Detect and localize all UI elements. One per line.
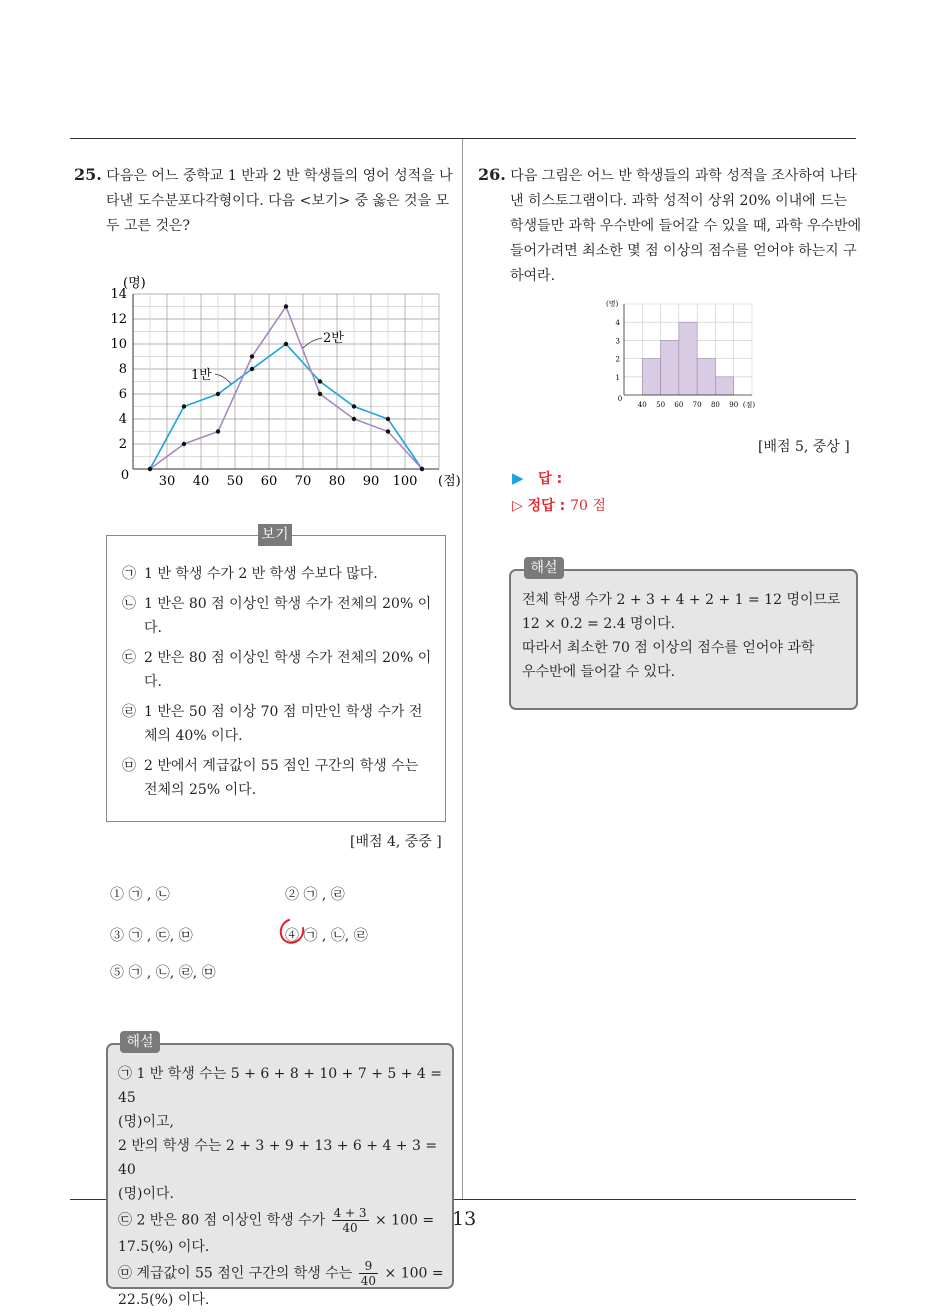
data-point (318, 379, 322, 383)
bogi-text: 2 반에서 계급값이 55 점인 구간의 학생 수는 전체의 25% 이다. (144, 758, 419, 798)
x-tick-label: 60 (260, 474, 278, 489)
x-tick-label: 80 (710, 401, 720, 409)
x-tick-label: 40 (192, 474, 210, 489)
option-2[interactable]: ② ㉠ , ㉣ (285, 887, 345, 903)
bogi-item (122, 700, 434, 748)
bogi-mark: ㉡ (122, 596, 136, 612)
question-number: 25. (74, 165, 102, 184)
question-26 (478, 162, 863, 289)
origin-label: 0 (617, 395, 623, 403)
y-tick-label: 12 (110, 312, 127, 327)
fraction: $\frac{4 + 3}{40}$ (333, 1206, 367, 1235)
bogi-item (122, 754, 434, 802)
x-tick-label: 70 (692, 401, 702, 409)
y-tick-label: 2 (615, 355, 620, 364)
y-tick-label: 3 (615, 337, 620, 346)
x-tick-label: 50 (226, 474, 244, 489)
y-tick-label: 4 (118, 412, 127, 427)
y-tick-label: 4 (615, 319, 620, 328)
y-tick-label: 1 (615, 373, 620, 382)
data-point (386, 417, 390, 421)
top-rule (70, 138, 856, 139)
fraction: $\frac{9}{40}$ (360, 1259, 377, 1288)
correct-answer-line: ▷ 정답 : 70 점 (512, 498, 606, 514)
data-point (318, 392, 322, 396)
data-point (352, 404, 356, 408)
question-text: 다음 그림은 어느 반 학생들의 과학 성적을 조사하여 나타낸 히스토그램이다. 과학 성적이 상위 20% 이내에 드는 학생들만 과학 우수반에 들어갈 수 있을 때, 과학 우수반에 들어가려면 최소한 몇 점 이상의 점수를 얻어야 하는지 구하여라. (510, 168, 862, 284)
x-tick-label: 40 (637, 401, 647, 409)
y-axis-label: (명) (606, 300, 619, 308)
data-point (148, 467, 152, 471)
x-tick-label: 50 (656, 401, 666, 409)
y-axis-label: (명) (123, 276, 146, 291)
score-note: [배점 5, 중상 ] (758, 439, 850, 455)
data-point (352, 417, 356, 421)
option-5[interactable]: ⑤ ㉠ , ㉡, ㉣, ㉤ (110, 965, 216, 981)
y-tick-label: 14 (110, 287, 127, 302)
data-point (284, 304, 288, 308)
outline-triangle-icon: ▷ (512, 498, 523, 514)
bogi-mark: ㉠ (122, 566, 136, 582)
x-tick-label: 90 (729, 401, 739, 409)
histogram-bar (715, 377, 733, 395)
question-number: 26. (478, 165, 506, 184)
question-25 (74, 162, 459, 239)
y-tick-label: 10 (110, 337, 127, 352)
bogi-text: 1 반은 50 점 이상 70 점 미만인 학생 수가 전체의 40% 이다. (144, 704, 423, 744)
explanation-title: 해설 (120, 1031, 160, 1053)
play-triangle-icon: ▶ (512, 469, 524, 487)
data-point (216, 429, 220, 433)
option-3[interactable]: ③ ㉠ , ㉢, ㉤ (110, 928, 193, 944)
bogi-title: 보기 (258, 524, 292, 546)
x-tick-label: 100 (392, 474, 418, 489)
histogram-bar (697, 359, 715, 395)
x-tick-label: 60 (674, 401, 684, 409)
explanation-text-26: 전체 학생 수가 2 + 3 + 4 + 2 + 1 = 12 명이므로 12 × 0.2 = 2.4 명이다. 따라서 최소한 70 점 이상의 점수를 얻어야 과학 우수반에 들어갈 수 있다. (522, 592, 841, 680)
option-1[interactable]: ① ㉠ , ㉡ (110, 887, 170, 903)
answer-line: ▶ 답 : (512, 469, 563, 487)
series-label-1: 1반 (191, 368, 212, 383)
data-point (250, 367, 254, 371)
y-tick-label: 8 (118, 362, 127, 377)
bogi-mark: ㉤ (122, 758, 136, 774)
bogi-item (122, 646, 434, 694)
leader-line (215, 374, 231, 384)
series-label-2: 2반 (323, 331, 344, 346)
x-tick-label: 70 (294, 474, 312, 489)
data-point (216, 392, 220, 396)
x-tick-label: 80 (328, 474, 346, 489)
origin-label: 0 (120, 468, 130, 483)
y-tick-label: 2 (118, 437, 127, 452)
frequency-polygon-chart (105, 270, 465, 495)
score-note: [배점 4, 중중 ] (350, 834, 442, 850)
option-4[interactable]: ④ ㉠ , ㉡, ㉣ (285, 928, 368, 944)
bogi-text: 2 반은 80 점 이상인 학생 수가 전체의 20% 이다. (144, 650, 432, 690)
x-tick-label: 30 (158, 474, 176, 489)
histogram-bar (661, 340, 679, 395)
bogi-item (122, 592, 434, 640)
y-tick-label: 6 (118, 387, 127, 402)
x-axis-label: (점) (438, 474, 461, 489)
x-axis-label: (점) (742, 401, 756, 409)
bogi-text: 1 반은 80 점 이상인 학생 수가 전체의 20% 이다. (144, 596, 432, 636)
data-point (284, 342, 288, 346)
data-point (250, 354, 254, 358)
bogi-mark: ㉢ (122, 650, 136, 666)
data-point (182, 404, 186, 408)
leader-line (303, 338, 322, 348)
explanation-title: 해설 (524, 557, 564, 579)
histogram-bar (679, 322, 697, 395)
data-point (386, 429, 390, 433)
bogi-list (122, 562, 434, 808)
question-text: 다음은 어느 중학교 1 반과 2 반 학생들의 영어 성적을 나타낸 도수분포다각형이다. 다음 <보기> 중 옳은 것을 모두 고른 것은? (106, 168, 453, 234)
bogi-item (122, 562, 434, 586)
data-point (182, 442, 186, 446)
data-point (420, 467, 424, 471)
bogi-text: 1 반 학생 수가 2 반 학생 수보다 많다. (144, 566, 378, 582)
histogram-bar (642, 359, 660, 395)
page-number: 13 (452, 1208, 477, 1230)
histogram-chart (600, 298, 770, 414)
bogi-mark: ㉣ (122, 704, 136, 720)
explanation-text-25: ㉠ 1 반 학생 수는 5 + 6 + 8 + 10 + 7 + 5 + 4 = 45 (명)이고, 2 반의 학생 수는 2 + 3 + 9 + 13 + 6 + 4 + 3 = 40 (명)이다. ㉢ 2 반은 80 점 이상인 학생 수가 $\frac{4 + 3}{40}$ × 100 = 17.5(%) 이다. ㉤ 계급값이 55 점인 구간의 학생 수는 $\frac{9}{40}$ × 100 = 22.5(%) 이다. (118, 1066, 444, 1308)
x-tick-label: 90 (362, 474, 380, 489)
